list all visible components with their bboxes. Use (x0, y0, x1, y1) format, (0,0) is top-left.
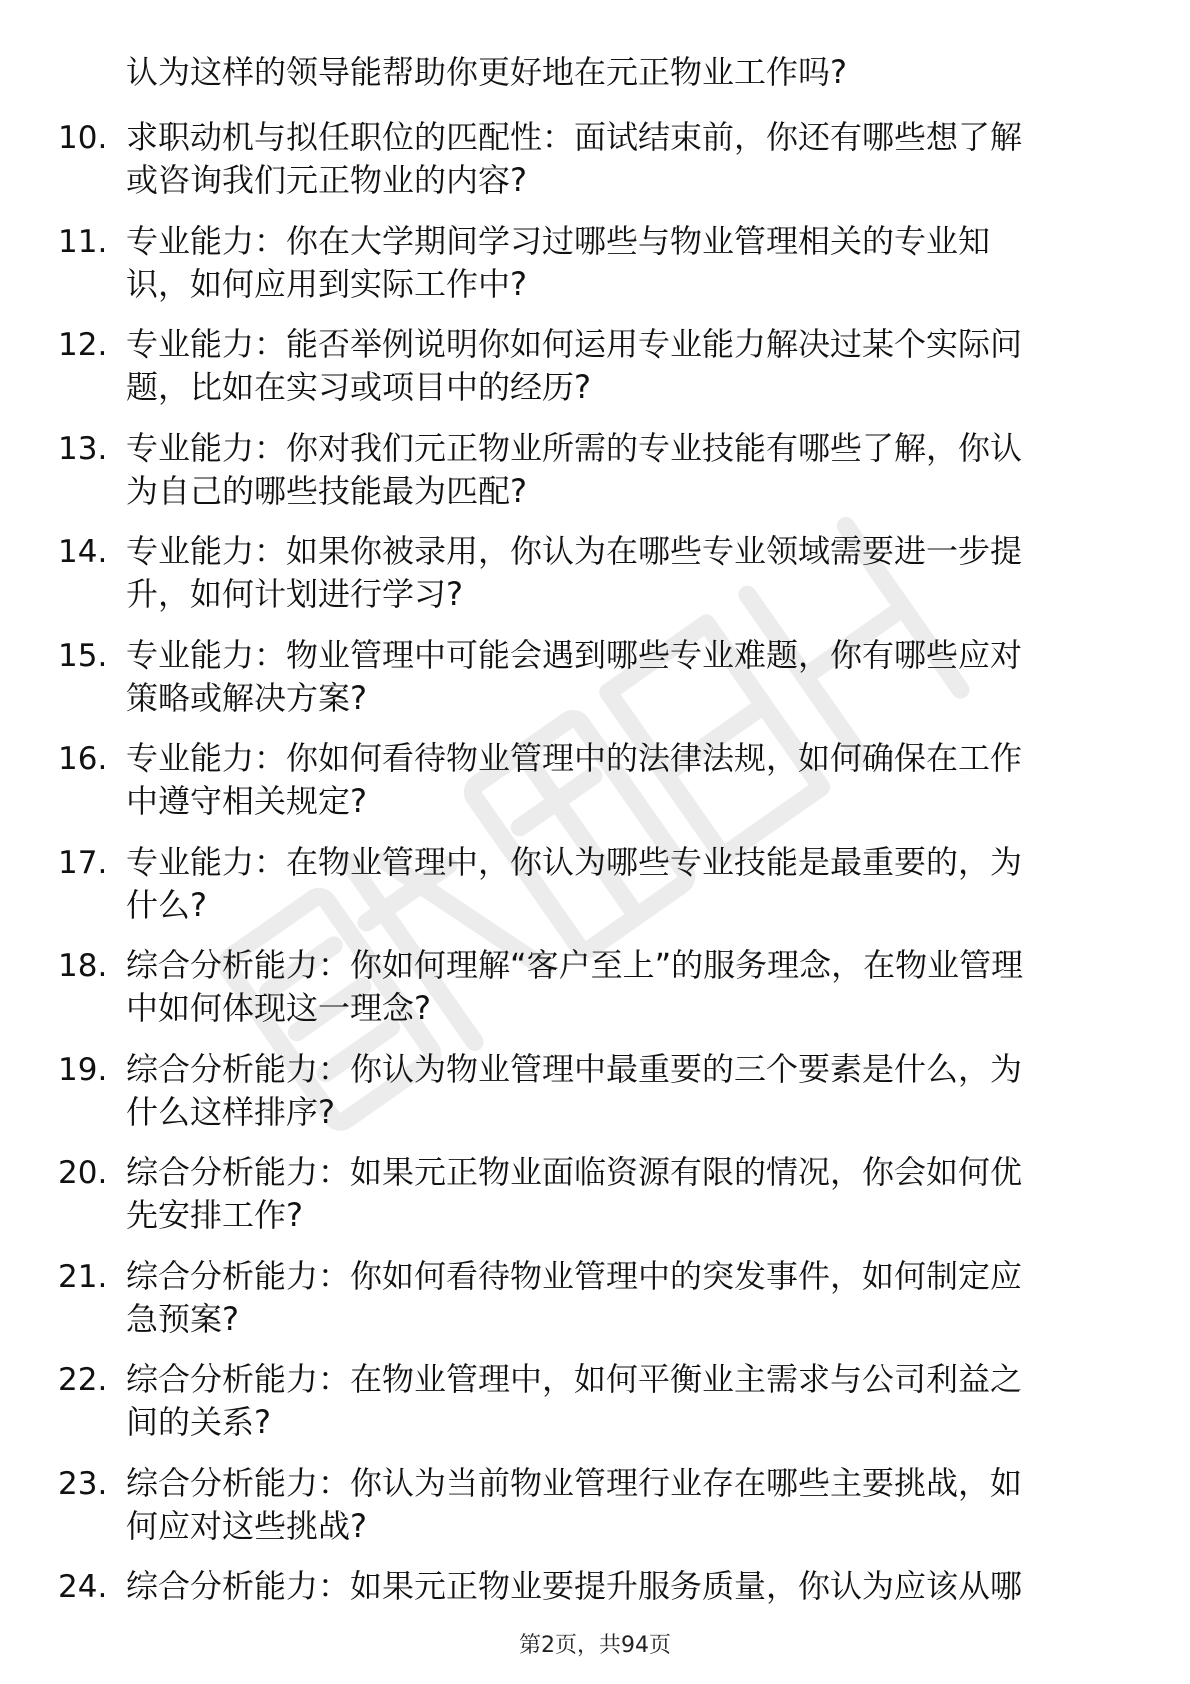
question-text (126, 634, 1116, 720)
question-text-line: 题，比如在实习或项目中的经历? (126, 368, 591, 406)
question-text (126, 1151, 1116, 1237)
question-item (0, 1358, 1190, 1462)
question-text-line: 专业能力：如果你被录用，你认为在哪些专业领域需要进一步提 (126, 532, 1023, 570)
page-footer: 第2页，共94页 (519, 1633, 671, 1658)
question-text (126, 1358, 1116, 1444)
question-number: 19. (58, 1051, 108, 1088)
question-text-line: 升，如何计划进行学习? (126, 575, 463, 613)
question-text-line: 综合分析能力：如果元正物业要提升服务质量，你认为应该从哪 (126, 1567, 1023, 1605)
question-item (0, 944, 1190, 1048)
question-item (0, 116, 1190, 220)
question-item (0, 1462, 1190, 1566)
question-item (0, 737, 1190, 841)
question-text-line: 识，如何应用到实际工作中? (126, 264, 527, 303)
question-text-line: 专业能力：能否举例说明你如何运用专业能力解决过某个实际问 (126, 325, 1023, 363)
question-text (126, 427, 1116, 513)
question-text-line: 或咨询我们元正物业的内容? (126, 161, 527, 199)
question-text (126, 1048, 1116, 1134)
question-text-line: 间的关系? (126, 1403, 271, 1441)
question-number: 15. (58, 637, 108, 674)
question-text (126, 220, 1116, 306)
question-item (0, 220, 1190, 324)
question-text-line: 策略或解决方案? (126, 678, 367, 717)
question-item (0, 841, 1190, 945)
question-number: 12. (58, 327, 108, 363)
question-number: 23. (58, 1465, 108, 1502)
question-list (0, 116, 1190, 1669)
question-text (126, 1462, 1116, 1548)
question-text (126, 323, 1116, 409)
question-number: 17. (58, 844, 108, 881)
question-number: 16. (58, 741, 108, 777)
question-text-line: 求职动机与拟任职位的匹配性：面试结束前，你还有哪些想了解 (126, 118, 1023, 156)
question-text-line: 综合分析能力：你认为当前物业管理行业存在哪些主要挑战，如 (126, 1463, 1023, 1502)
question-text-line: 先安排工作? (126, 1196, 303, 1234)
question-item (0, 323, 1190, 427)
question-text-line: 综合分析能力：如果元正物业面临资源有限的情况，你会如何优 (126, 1153, 1023, 1191)
question-number: 14. (58, 534, 108, 570)
question-number: 21. (58, 1258, 108, 1295)
question-item (0, 1255, 1190, 1359)
question-item (0, 530, 1190, 634)
question-text-line: 专业能力：你如何看待物业管理中的法律法规，如何确保在工作 (126, 739, 1023, 777)
question-number: 10. (58, 120, 108, 156)
question-text-line: 何应对这些挑战? (126, 1506, 367, 1545)
question-text-line: 专业能力：物业管理中可能会遇到哪些专业难题，你有哪些应对 (126, 635, 1023, 674)
question-text-line: 综合分析能力：在物业管理中，如何平衡业主需求与公司利益之 (126, 1360, 1023, 1398)
question-text-line: 中如何体现这一理念? (126, 989, 431, 1027)
question-text (126, 530, 1116, 616)
question-text (126, 841, 1116, 927)
question-item (0, 634, 1190, 738)
question-number: 18. (58, 948, 108, 984)
question-number: 11. (58, 223, 108, 260)
question-number: 20. (58, 1155, 108, 1191)
question-text-line: 为自己的哪些技能最为匹配? (126, 471, 527, 510)
question-text-line: 综合分析能力：你如何理解“客户至上”的服务理念，在物业管理 (126, 946, 1024, 984)
question-text (126, 1255, 1116, 1341)
question-text (126, 944, 1116, 1030)
question-item (0, 427, 1190, 531)
question-item (0, 1048, 1190, 1152)
question-text-line: 专业能力：在物业管理中，你认为哪些专业技能是最重要的，为 (126, 842, 1023, 881)
continuation-line: 认为这样的领导能帮助你更好地在元正物业工作吗? (126, 53, 847, 91)
question-text-line: 什么? (126, 885, 207, 924)
question-text-line: 综合分析能力：你认为物业管理中最重要的三个要素是什么，为 (126, 1049, 1023, 1088)
question-text-line: 专业能力：你在大学期间学习过哪些与物业管理相关的专业知 (126, 221, 991, 260)
question-text-line: 综合分析能力：你如何看待物业管理中的突发事件，如何制定应 (126, 1256, 1023, 1295)
question-number: 13. (58, 430, 108, 467)
question-text (126, 1565, 1116, 1608)
question-text (126, 737, 1116, 823)
question-text-line: 急预案? (126, 1299, 239, 1338)
question-text-line: 什么这样排序? (126, 1092, 335, 1131)
question-number: 22. (58, 1362, 108, 1398)
question-item (0, 1151, 1190, 1255)
question-text-line: 中遵守相关规定? (126, 782, 367, 820)
question-number: 24. (58, 1569, 108, 1605)
question-text-line: 专业能力：你对我们元正物业所需的专业技能有哪些了解，你认 (126, 428, 1023, 467)
question-text (126, 116, 1116, 202)
